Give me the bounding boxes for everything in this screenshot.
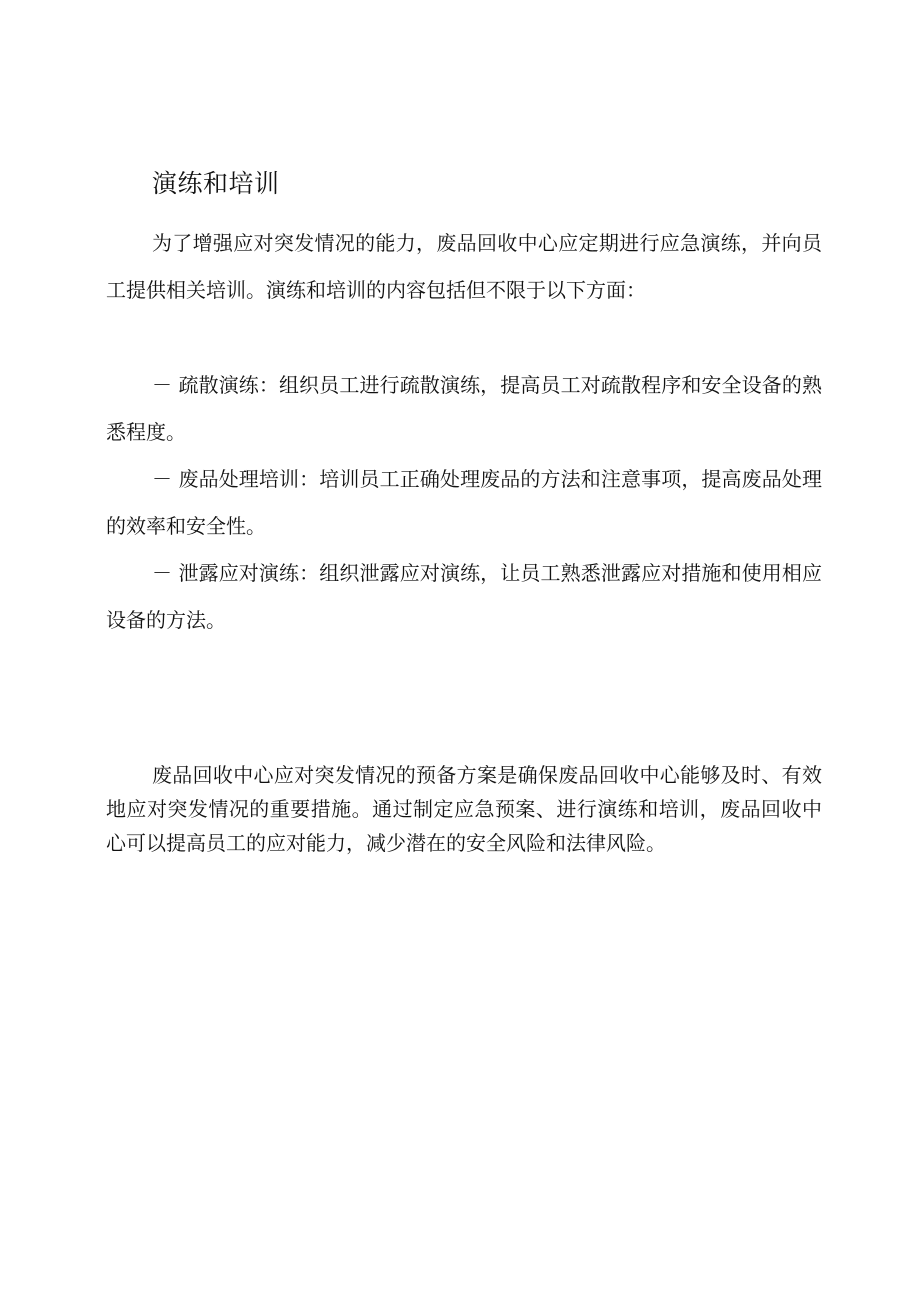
list-item-evacuation-drill: － 疏散演练：组织员工进行疏散演练，提高员工对疏散程序和安全设备的熟悉程度。 xyxy=(106,373,822,444)
conclusion-paragraph: 废品回收中心应对突发情况的预备方案是确保废品回收中心能够及时、有效地应对突发情况的重要措施。通过制定应急预案、进行演练和培训，废品回收中心可以提高员工的应对能力，减少潜在的安全风险和法律风险。 xyxy=(106,763,822,855)
intro-paragraph: 为了增强应对突发情况的能力，废品回收中心应定期进行应急演练，并向员工提供相关培训。演练和培训的内容包括但不限于以下方面： xyxy=(106,231,822,302)
section-heading: 演练和培训 xyxy=(152,169,280,198)
list-item-leak-response-drill: － 泄露应对演练：组织泄露应对演练，让员工熟悉泄露应对措施和使用相应设备的方法。 xyxy=(106,561,822,632)
list-item-waste-handling-training: － 废品处理培训：培训员工正确处理废品的方法和注意事项，提高废品处理的效率和安全性。 xyxy=(106,467,822,538)
